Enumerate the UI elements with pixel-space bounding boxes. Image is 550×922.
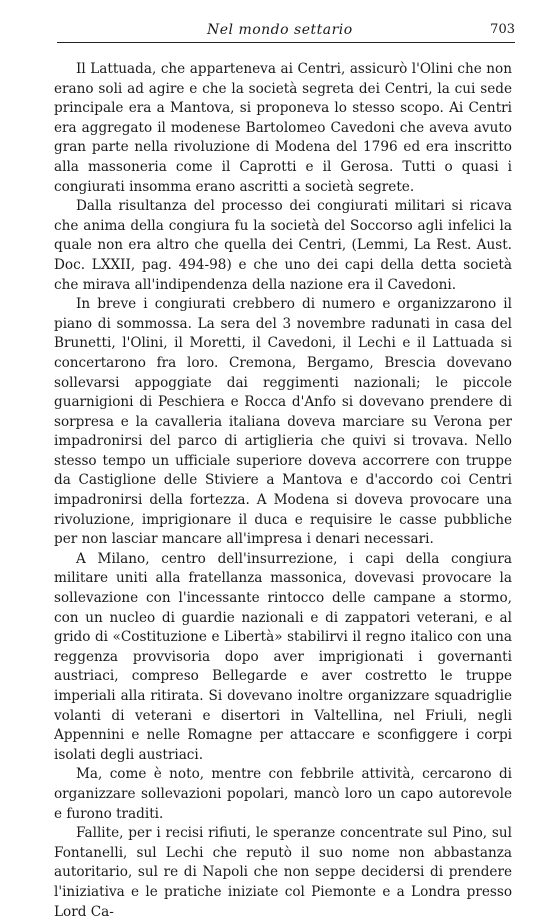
running-title: Nel mondo settario: [207, 22, 353, 38]
paragraph: A Milano, centro dell'insurrezione, i capi della congiura militare uniti alla fratellanza massonica, dovevasi provocare la sollevazione con l'incessante rintocco delle campane a stormo, con un nucleo di guardie nazionali e di zappatori veterani, e al grido di «Costituzione e Libertà» stabilirvi il regno italico con una reggenza provvisoria dopo aver imprigionati i governanti austriaci, compreso Bellegarde e aver costretto le truppe imperiali alla ritirata. Si dovevano inoltre organizzare squadriglie volanti di veterani e disertori in Valtellina, nel Friuli, negli Appennini e nelle Romagne per attaccare e sconfiggere i corpi isolati degli austriaci.: [54, 550, 512, 763]
paragraph: Dalla risultanza del processo dei congiurati militari si ricava che anima della congiura fu la società del Soccorso agli infelici la quale non era altro che quella dei Centri, (Lemmi, La Rest. Aust. Doc. LXXII, pag. 494-98) e che uno dei capi della detta società che mirava all'indipendenza della nazione era il Cavedoni.: [54, 198, 512, 293]
paragraph: Fallite, per i recisi rifiuti, le speranze concentrate sul Pino, sul Fontanelli, sul Lechi che reputò il suo nome non abbastanza autoritario, sul re di Napoli che non seppe decidersi di prendere l'iniziativa e le pratiche iniziate col Piemonte e a Londra presso Lord Ca-: [54, 825, 512, 920]
paragraph: In breve i congiurati crebbero di numero e organizzarono il piano di sommossa. La sera del 3 novembre radunati in casa del Brunetti, l'Olini, il Moretti, il Cavedoni, il Lechi e il Lattuada si concertarono fra loro. Cremona, Bergamo, Brescia dovevano sollevarsi appoggiate dai reggimenti nazionali; le piccole guarnigioni di Peschiera e Rocca d'Anfo si dovevano prendere di sorpresa e la cavalleria italiana doveva marciare su Verona per impadronirsi del parco di artiglieria che quivi si trovava. Nello stesso tempo un ufficiale superiore doveva accorrere con truppe da Castiglione delle Stiviere a Mantova e d'accordo coi Centri impadronirsi della fortezza. A Modena si doveva provocare una rivoluzione, imprigionare il duca e requisire le casse pubbliche per non lasciar mancare all'impresa i denari necessari.: [54, 296, 512, 548]
running-header: [57, 22, 515, 43]
body-text: [54, 60, 512, 922]
paragraph: Il Lattuada, che apparteneva ai Centri, assicurò l'Olini che non erano soli ad agire e che la società segreta dei Centri, la cui sede principale era a Mantova, si proponeva lo stesso scopo. Ai Centri era aggregato il modenese Bartolomeo Cavedoni che aveva avuto gran parte nella rivoluzione di Modena del 1796 ed era inscritto alla massoneria come il Caprotti e il Gerosa. Tutti o quasi i congiurati insomma erano ascritti a società segrete.: [54, 61, 512, 195]
page-number: 703: [490, 22, 515, 37]
paragraph: Ma, come è noto, mentre con febbrile attività, cercarono di organizzare sollevazioni popolari, mancò loro un capo autorevole e furono traditi.: [54, 766, 512, 822]
